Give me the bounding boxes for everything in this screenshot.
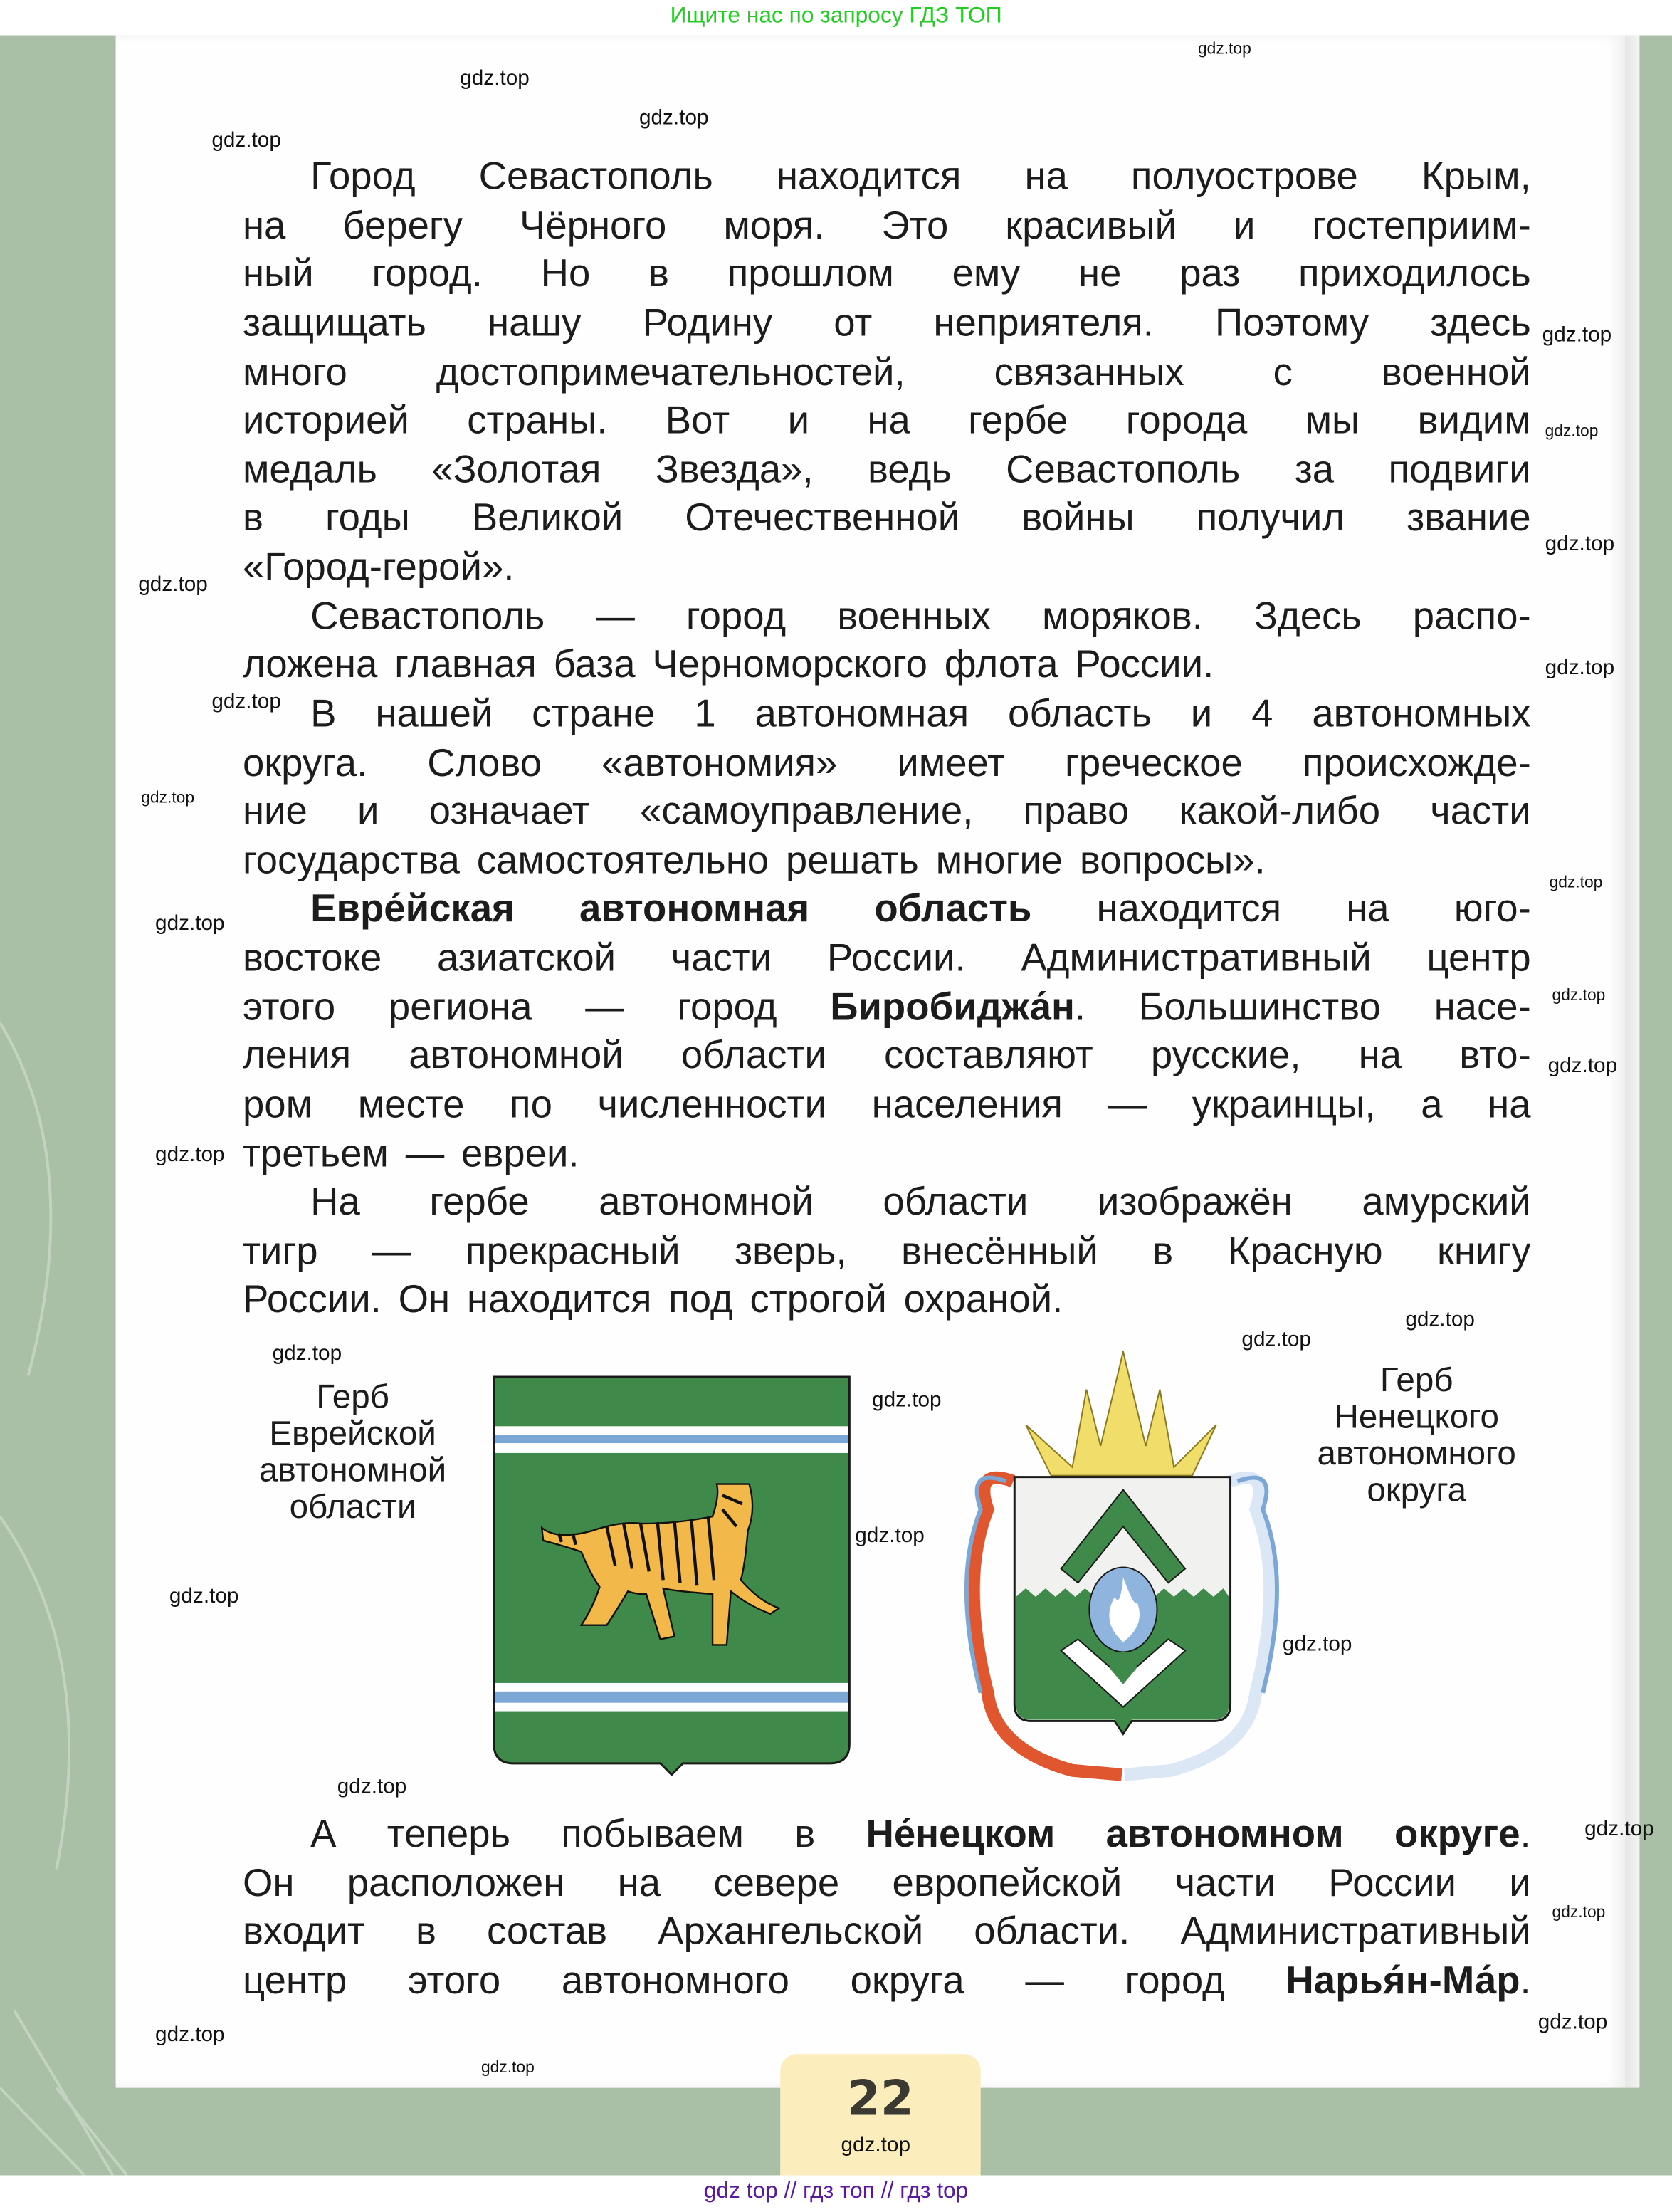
watermark-text: gdz.top <box>155 2023 225 2048</box>
text-fragment: автономной <box>409 1033 624 1077</box>
text-fragment: здесь <box>1430 300 1531 345</box>
text-fragment: России. <box>826 935 966 980</box>
watermark-text: gdz.top <box>480 2059 535 2077</box>
watermark-text: gdz.top <box>841 2133 911 2157</box>
text-fragment: строгой <box>750 1277 887 1321</box>
watermark-text: gdz.top <box>1197 41 1251 58</box>
text-fragment: азиатской <box>436 935 616 980</box>
text-fragment: получил <box>1196 496 1345 540</box>
text-fragment: раз <box>1179 251 1241 295</box>
text-fragment: центр <box>242 1958 347 2002</box>
text-fragment: вто- <box>1459 1033 1531 1077</box>
watermark-text: gdz.top <box>638 105 709 130</box>
text-fragment: Административный <box>1180 1909 1531 1954</box>
watermark-text: gdz.top <box>1545 423 1599 441</box>
text-fragment: прекрасный <box>465 1228 680 1273</box>
text-fragment: 4 <box>1251 691 1273 735</box>
caption-line: Герб <box>1379 1361 1453 1400</box>
text-fragment: государства <box>242 837 461 882</box>
text-fragment: много <box>242 349 347 393</box>
text-fragment: части <box>671 935 772 980</box>
watermark-text: gdz.top <box>141 790 195 807</box>
watermark-text: gdz.top <box>211 128 281 153</box>
bold-term: автономном <box>1105 1811 1344 1855</box>
text-fragment: России. <box>1075 642 1214 686</box>
text-fragment: видим <box>1417 398 1531 442</box>
text-fragment: защищать <box>242 300 426 345</box>
text-fragment: населения <box>871 1081 1063 1126</box>
text-fragment: город <box>685 593 787 637</box>
text-fragment: от <box>834 300 873 345</box>
text-fragment: на <box>1346 886 1389 931</box>
text-fragment: региона <box>388 984 532 1028</box>
bold-term: Не́нецком <box>866 1811 1056 1855</box>
text-fragment: Севастополь <box>310 593 545 637</box>
text-fragment: неприятеля. <box>933 300 1154 345</box>
text-fragment: годы <box>325 496 410 540</box>
text-fragment: моря. <box>723 202 825 247</box>
text-fragment: многие <box>935 837 1063 882</box>
text-fragment: медаль <box>242 446 377 491</box>
text-fragment: и <box>1233 202 1256 247</box>
text-fragment: третьем <box>242 1131 389 1175</box>
text-fragment: состав <box>486 1909 608 1954</box>
text-fragment: стране <box>532 691 656 735</box>
text-fragment: решать <box>785 837 919 882</box>
bold-term: Биробиджа́н <box>830 984 1075 1028</box>
bold-term: округе <box>1394 1811 1520 1855</box>
page-number: 22 <box>847 2070 914 2128</box>
watermark-text: gdz.top <box>155 1143 225 1167</box>
bold-term: область <box>874 886 1032 931</box>
text-fragment: гербе <box>429 1179 530 1224</box>
text-fragment: достопримечательностей, <box>436 349 905 393</box>
text-fragment: внесённый <box>901 1228 1098 1273</box>
text-fragment: насе- <box>1434 984 1531 1028</box>
text-fragment: на <box>1488 1081 1531 1126</box>
text-fragment: округа <box>850 1958 964 2002</box>
text-fragment: на <box>1024 153 1068 198</box>
text-fragment: В <box>310 691 337 735</box>
text-fragment: расположен <box>347 1860 565 1904</box>
text-fragment: в <box>242 496 263 540</box>
text-fragment: Большинство <box>1138 984 1381 1028</box>
text-fragment: право <box>1023 789 1130 833</box>
text-fragment: приходилось <box>1298 251 1531 295</box>
text-fragment: город <box>1125 1958 1225 2002</box>
text-fragment: и <box>787 398 810 442</box>
text-fragment: город. <box>372 251 483 295</box>
text-fragment: связанных <box>994 349 1184 393</box>
text-fragment: автономной <box>599 1179 814 1224</box>
text-fragment: составляют <box>883 1033 1093 1077</box>
text-fragment: историей <box>242 398 409 442</box>
text-fragment: нашу <box>487 300 582 345</box>
text-fragment: города <box>1125 398 1248 442</box>
caption-line: Герб <box>316 1378 389 1417</box>
watermark-text: gdz.top <box>1542 323 1612 347</box>
bold-term: Евре́йская <box>310 886 515 931</box>
text-fragment: — <box>1025 1958 1064 2002</box>
text-fragment: на <box>242 202 286 247</box>
text-fragment: России. <box>242 1277 382 1321</box>
text-fragment: самостоятельно <box>476 837 769 882</box>
caption-line: Ненецкого <box>1334 1398 1499 1437</box>
text-fragment: «Золотая <box>431 446 601 491</box>
text-fragment: ведь <box>868 446 952 491</box>
text-fragment: этого <box>242 984 336 1028</box>
text-fragment: побываем <box>561 1811 744 1855</box>
watermark-text: gdz.top <box>1547 1054 1618 1078</box>
text-fragment: в <box>794 1811 816 1855</box>
text-fragment: области. <box>974 1909 1130 1954</box>
caption-line: автономной <box>258 1451 447 1490</box>
text-fragment: на <box>617 1860 661 1904</box>
text-fragment: части <box>1174 1860 1276 1904</box>
watermark-text: gdz.top <box>169 1584 239 1608</box>
text-fragment: Он <box>398 1277 451 1321</box>
text-fragment: подвиги <box>1388 446 1531 491</box>
bottom-banner-text[interactable]: gdz top // гдз топ // гдз top <box>703 2179 969 2204</box>
text-fragment: . <box>1074 984 1086 1028</box>
text-fragment: севере <box>713 1860 840 1904</box>
watermark-text: gdz.top <box>460 66 530 90</box>
text-fragment: военной <box>1381 349 1531 393</box>
text-fragment: Крым, <box>1421 153 1531 198</box>
caption-line: округа <box>1367 1471 1467 1510</box>
text-fragment: на <box>1358 1033 1402 1077</box>
text-fragment: звание <box>1407 496 1531 540</box>
text-fragment: амурский <box>1362 1179 1531 1224</box>
text-fragment: автономная <box>754 691 969 735</box>
caption-line: автономного <box>1317 1435 1516 1473</box>
text-fragment: страны. <box>467 398 608 442</box>
caption-nenets-okrug <box>1295 1363 1538 1509</box>
text-fragment: Архангельской <box>658 1909 924 1954</box>
watermark-text: gdz.top <box>1405 1307 1475 1332</box>
text-fragment: гербе <box>968 398 1068 442</box>
watermark-text: gdz.top <box>1552 987 1606 1005</box>
text-fragment: Севастополь <box>1006 446 1241 491</box>
crown-icon <box>1026 1351 1216 1475</box>
text-fragment: моряков. <box>1041 593 1203 637</box>
text-fragment: и <box>1509 1860 1531 1904</box>
text-fragment: украинцы, <box>1192 1081 1376 1126</box>
text-fragment: ложена <box>242 642 378 686</box>
text-fragment: тигр <box>242 1228 318 1273</box>
text-fragment: ром <box>242 1081 313 1126</box>
text-fragment: Административный <box>1021 935 1372 980</box>
text-fragment: этого <box>407 1958 501 2002</box>
text-fragment: численности <box>597 1081 826 1126</box>
text-fragment: город <box>677 984 777 1028</box>
text-fragment: база <box>553 642 636 686</box>
text-fragment: охраной. <box>903 1277 1063 1321</box>
text-fragment: ние <box>242 789 307 833</box>
watermark-text: gdz.top <box>155 911 225 935</box>
top-banner-text[interactable]: Ищите нас по запросу ГДЗ ТОП <box>670 4 1002 28</box>
text-fragment: не <box>1078 251 1122 295</box>
text-fragment: находится <box>776 153 962 198</box>
text-fragment: в <box>1152 1228 1174 1273</box>
text-fragment: военных <box>837 593 991 637</box>
watermark-text: gdz.top <box>1545 656 1615 681</box>
text-fragment: какой-либо <box>1179 789 1381 833</box>
text-fragment: берегу <box>342 202 463 247</box>
text-fragment: за <box>1294 446 1335 491</box>
text-fragment: «Город-герой». <box>242 544 515 589</box>
text-fragment: области <box>680 1033 826 1077</box>
text-fragment: Здесь <box>1253 593 1362 637</box>
text-fragment: . <box>1520 1811 1531 1855</box>
text-fragment: находится <box>466 1277 652 1321</box>
text-fragment: Слово <box>427 740 542 784</box>
text-fragment: войны <box>1021 496 1135 540</box>
text-fragment: имеет <box>897 740 1006 784</box>
text-fragment: Поэтому <box>1214 300 1369 345</box>
watermark-text: gdz.top <box>1241 1327 1311 1352</box>
text-fragment: главная <box>394 642 537 686</box>
text-fragment: «самоуправление, <box>640 789 974 833</box>
bold-term: автономная <box>579 886 810 931</box>
text-fragment: флота <box>944 642 1058 686</box>
text-fragment: Родину <box>642 300 773 345</box>
text-fragment: месте <box>357 1081 465 1126</box>
text-fragment: России <box>1328 1860 1456 1904</box>
text-fragment: Звезда», <box>655 446 814 491</box>
text-fragment: область <box>1008 691 1152 735</box>
text-fragment: книгу <box>1437 1228 1531 1273</box>
text-fragment: — <box>585 984 624 1028</box>
text-fragment: прошлом <box>727 251 894 295</box>
text-fragment: области <box>883 1179 1029 1224</box>
text-fragment: Чёрного <box>519 202 667 247</box>
text-fragment: Великой <box>471 496 624 540</box>
bottom-banner <box>0 2175 1672 2212</box>
text-fragment: юго- <box>1453 886 1531 931</box>
watermark-text: gdz.top <box>1545 532 1615 556</box>
watermark-text: gdz.top <box>211 689 281 714</box>
caption-line: области <box>289 1488 416 1526</box>
watermark-text: gdz.top <box>138 572 208 597</box>
text-fragment: Он <box>242 1860 295 1904</box>
text-fragment: На <box>310 1179 360 1224</box>
text-fragment: распо- <box>1412 593 1531 637</box>
text-fragment: автономного <box>561 1958 789 2002</box>
watermark-text: gdz.top <box>1584 1817 1654 1841</box>
watermark-text: gdz.top <box>272 1341 342 1366</box>
text-fragment: греческое <box>1065 740 1243 784</box>
text-fragment: в <box>415 1909 436 1954</box>
text-fragment: Город <box>310 153 416 198</box>
text-fragment: 1 <box>694 691 716 735</box>
text-fragment: центр <box>1426 935 1531 980</box>
text-fragment: с <box>1273 349 1293 393</box>
text-fragment: в <box>648 251 670 295</box>
watermark-text: gdz.top <box>1549 874 1603 892</box>
text-fragment: происхожде- <box>1302 740 1531 784</box>
text-fragment: русские, <box>1150 1033 1301 1077</box>
text-fragment: и <box>1190 691 1213 735</box>
text-fragment: части <box>1430 789 1531 833</box>
text-fragment: автономных <box>1312 691 1531 735</box>
text-fragment: — <box>1108 1081 1147 1126</box>
text-fragment: Севастополь <box>478 153 713 198</box>
text-fragment: означает <box>428 789 590 833</box>
text-fragment: — <box>372 1228 411 1273</box>
text-fragment: ный <box>242 251 314 295</box>
text-fragment: — <box>405 1131 445 1175</box>
text-fragment: зверь, <box>735 1228 847 1273</box>
text-fragment: входит <box>242 1909 365 1954</box>
text-fragment: евреи. <box>461 1131 579 1175</box>
watermark-text: gdz.top <box>855 1524 925 1548</box>
text-fragment: гостеприим- <box>1312 202 1531 247</box>
text-fragment: на <box>867 398 910 442</box>
text-fragment: находится <box>1096 886 1282 931</box>
text-fragment: Но <box>540 251 591 295</box>
text-fragment: а <box>1421 1081 1443 1126</box>
text-fragment: . <box>1520 1958 1531 2002</box>
text-fragment: изображён <box>1097 1179 1293 1224</box>
text-fragment: округа. <box>242 740 368 784</box>
text-fragment: теперь <box>387 1811 510 1855</box>
text-fragment: ему <box>952 251 1021 295</box>
text-fragment: — <box>596 593 635 637</box>
watermark-text: gdz.top <box>1282 1632 1352 1657</box>
text-fragment: Черноморского <box>652 642 927 686</box>
text-fragment: европейской <box>892 1860 1122 1904</box>
text-fragment: нашей <box>375 691 493 735</box>
text-fragment: Это <box>881 202 949 247</box>
watermark-text: gdz.top <box>337 1774 407 1799</box>
watermark-text: gdz.top <box>1552 1904 1606 1922</box>
text-fragment: «автономия» <box>601 740 838 784</box>
text-fragment: полуострове <box>1130 153 1358 198</box>
text-fragment: востоке <box>242 935 382 980</box>
text-fragment: Вот <box>665 398 730 442</box>
text-fragment: А <box>310 1811 337 1855</box>
text-fragment: Отечественной <box>685 496 960 540</box>
text-fragment: красивый <box>1005 202 1177 247</box>
bold-term: Нарья́н-Ма́р <box>1285 1958 1520 2002</box>
text-fragment: вопросы». <box>1079 837 1266 882</box>
text-fragment: мы <box>1305 398 1360 442</box>
page-number-tab <box>780 2054 980 2175</box>
caption-line: Еврейской <box>269 1415 436 1453</box>
watermark-text: gdz.top <box>872 1388 942 1412</box>
text-fragment: Красную <box>1227 1228 1383 1273</box>
text-fragment: под <box>668 1277 733 1321</box>
text-fragment: ления <box>242 1033 352 1077</box>
text-fragment: по <box>510 1081 552 1126</box>
watermark-text: gdz.top <box>1537 2010 1608 2035</box>
text-fragment: и <box>357 789 379 833</box>
